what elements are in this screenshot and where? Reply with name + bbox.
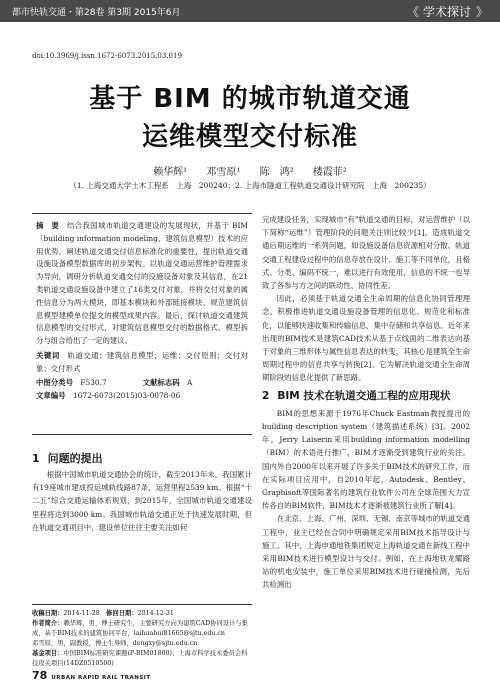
footnote-dates <box>32 609 252 619</box>
doi: doi:10.3969/j.issn.1672-6073.2015.03.019 <box>32 52 182 60</box>
section-1-body: 根据中国城市轨道交通协会的统计，截至2013年末，我国累计有19座城市建成投运城轨线路87条，运营里程2539 km。根据“十二五”综合交通运输体系规划，到2015年，全国城市轨道交通建设里程将达到3000 km。我国城市轨道交通正处于快速发展时期，但在轨道交通项目中，建设单位往往主要关注如何 <box>32 470 252 532</box>
revised-date: 2014-12-31 <box>137 610 174 617</box>
keywords-label: 关键词 <box>36 350 60 360</box>
article-number-line <box>36 390 248 403</box>
page-number: 78 <box>32 669 48 682</box>
section-1-number: 1 <box>32 452 40 465</box>
article-no-label: 文章编号 <box>36 391 66 401</box>
abstract-box <box>32 213 252 435</box>
clc-line <box>36 377 248 390</box>
author-info-label: 作者简介： <box>32 620 64 627</box>
right-paragraph: BIM的思想来源于1976年Chuck Eastman教授提出的building description system（建筑描述系统）[3]。2002年，Jerry Laiserin采用building information modelling（BIM）的术语进行推广，BIM才逐渐受到建筑行业的关注。国内外自2000年以来开展了许多关于BIM技术的研究工作，而在实际项目应用中，自2010年起，Autodesk、Bentley、Graphisoft等国际著名的建筑行业软件公司在全球范围大力宣传各自的BIM软件，BIM技术才逐渐被建筑行业所了解[4]。 <box>262 408 470 511</box>
abstract-text: 结合我国城市轨道交通建设的发展现状，并基于 BIM（building information modeling，建筑信息模型）技术的应用优势，阐述轨道交通交付信息标准化的重要性，提出轨道交通设施设备模型数据库的初步架构。以轨道交通运营维护管理需求为导向，调研分析轨道交通交付的设施设备对象及其信息，在21类轨道交通设施设备中建立了16类交付对象，并将交付对象的属性信息分为两大模块，即基本模块和外部链接模块，规范建筑信息模型建模单位提交的模型成果内容。最后，探讨轨道交通建筑信息模型的交付形式，对建筑信息模型交付的数据格式、模型拆分与组合给出了一定的建议。 <box>36 221 248 346</box>
fund-info: 中国BIM标准研究课题(P-BIM01800)；上海市科学技术委员会科技攻关项目(14DZ0510500) <box>32 650 248 667</box>
abstract <box>36 220 248 348</box>
fund-label: 基金项目： <box>32 650 64 657</box>
section-label <box>407 3 488 20</box>
section-close-mark: 》 <box>475 5 488 19</box>
section-name: 学术探讨 <box>422 5 471 19</box>
title-line-2: 运维模型交付标准 <box>141 122 358 152</box>
footnote <box>32 604 252 669</box>
footnote-author <box>32 619 252 639</box>
author: 邓雪原¹ <box>206 167 241 178</box>
title-line-1: 基于 BIM 的城市轨道交通 <box>89 84 411 114</box>
section-2-title: BIM 技术在轨道交通工程的应用现状 <box>277 389 451 402</box>
right-paragraph: 在北京、上海、广州、深圳、无锡、南京等城市的轨道交通工程中，业主已经在合同中明确规定采用BIM技术指导设计与施工。其中，上海申通地铁集团规定上海轨道交通在新线工程中采用BIM技术进行模型设计与交付。例如，在上海地铁龙耀路站的机电安装中，施工单位采用BIM技术进行碰撞检测，先后共检测出 <box>262 514 470 590</box>
journal-name: URBAN RAPID RAIL TRANSIT <box>51 675 151 681</box>
doc-code-value: A <box>187 377 193 387</box>
keywords <box>36 350 248 376</box>
received-date: 2014-11-28 <box>63 610 100 617</box>
page-footer <box>32 664 151 682</box>
right-paragraph: 完成建设任务，实现城市“有”轨道交通的目标，对运营维护（以下简称“运维”）管理阶段的问题关注则比较少[1]，造成轨道交通后期运维的一系列问题，如设施设备信息资源相对分散、轨道交通工程建设过程中的信息存放在设计、施工等不同单位，且格式、分类、编码不统一，难以进行有效使用，信息的不统一也导致了各参与方之间的联动性、协同性差。 <box>262 215 470 291</box>
author: 陈 鸿² <box>259 167 294 178</box>
journal-header-bar <box>0 0 500 22</box>
clc-value: F530.7 <box>80 377 107 387</box>
author: 赖华辉¹ <box>153 167 188 178</box>
section-1-title: 问题的提出 <box>47 452 103 465</box>
author-list <box>0 163 500 178</box>
author: 楼霞菲² <box>312 167 347 178</box>
section-2-heading <box>262 390 470 403</box>
section-2-number: 2 <box>262 389 270 402</box>
double-chevron-icon: 《 <box>406 5 419 19</box>
right-paragraph: 因此，必须基于轨道交通全生命周期的信息化协同管理理念，积极推进轨道交通设施设备管理的信息化、规范化和标准化，以能够快速收集和传输信息，集中存储和共享信息。近年来出现的BIM技术是建筑CAD技术从基于点线面的二维表达向基于对象的三维形体与属性信息表达的转变，其核心是建筑全生命周期过程中的信息共享与转换[2]。它为解决轨道交通全生命周期阶段的信息化提供了新思路。 <box>262 294 470 383</box>
article-no-value: 1672-6073(2015)03-0078-06 <box>72 391 181 401</box>
received-label: 收稿日期： <box>32 610 64 617</box>
footnote-author-2: 邓雪原，男，副教授，博士生导师，dengxy@sjtu.edu.cn <box>32 640 198 647</box>
keywords-text: 轨道交通；建筑信息模型；运维；交付原则；交付对象；交付形式 <box>36 350 248 373</box>
author-info: 赖华辉，男，博士研究生，主要研究方向为建筑CAD协同设计与集成，基于BIM技术的建筑协同平台，laihuahui81665@sjtu.edu.cn <box>32 620 248 637</box>
right-column <box>262 213 470 592</box>
revised-label: 修回日期： <box>106 610 138 617</box>
clc-label: 中图分类号 <box>36 377 73 387</box>
abstract-label: 摘 要 <box>36 221 60 230</box>
section-1-heading <box>32 450 103 466</box>
doc-code-label: 文献标志码 <box>142 377 180 387</box>
journal-info: 都市快轨交通・第28卷 第3期 2015年6月 <box>12 8 181 18</box>
affiliation: （1. 上海交通大学土木工程系 上海 200240；2. 上海市隧道工程轨道交通设计研究院 上海 200235） <box>69 181 431 190</box>
